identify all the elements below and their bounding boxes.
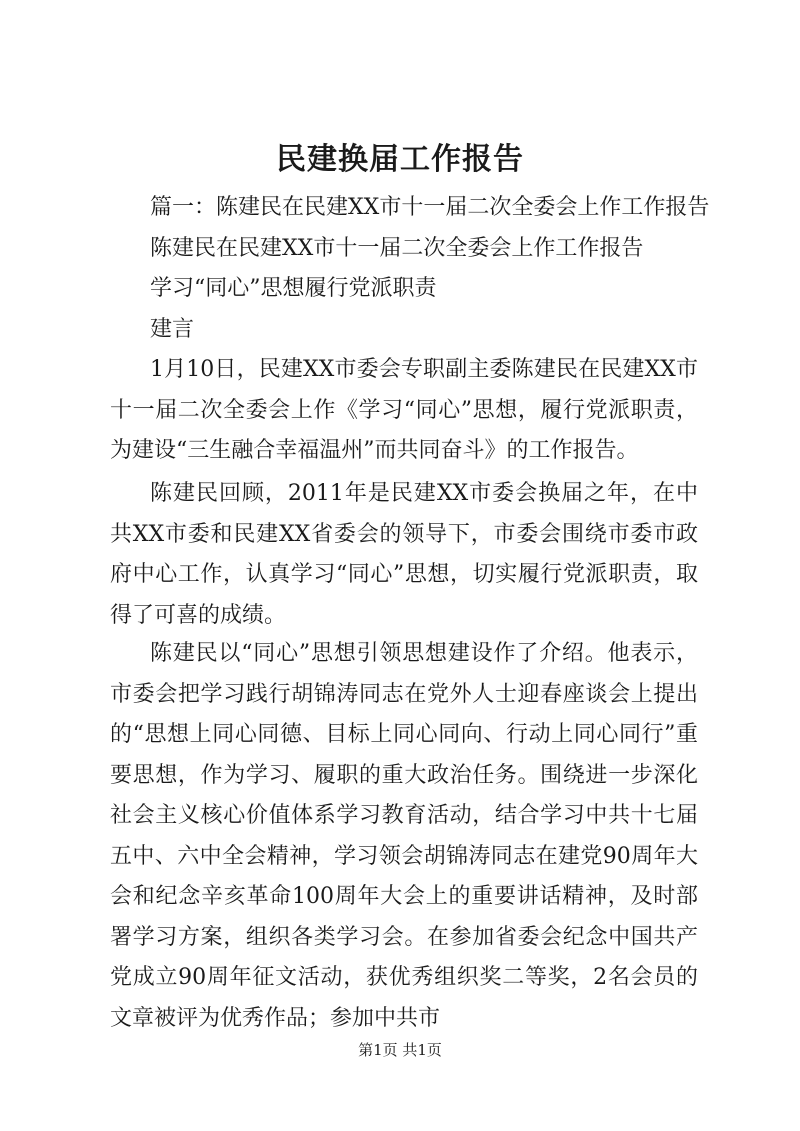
body-paragraph: 陈建民以“同心”思想引领思想建设作了介绍。他表示，市委会把学习践行胡锦涛同志在党外人士迎春座谈会上提出的“思想上同心同德、目标上同心同向、行动上同心同行”重要思想，作为学习、履职的重大政治任务。围绕进一步深化社会主义核心价值体系学习教育活动，结合学习中共十七届五中、六中全会精神，学习领会胡锦涛同志在建党90周年大会和纪念辛亥革命100周年大会上的重要讲话精神，及时部署学习方案，组织各类学习会。在参加省委会纪念中国共产党成立90周年征文活动，获优秀组织奖二等奖，2名会员的文章被评为优秀作品；参加中共市: [110, 641, 698, 1031]
page-number-footer: 第1页 共1页: [358, 1041, 442, 1059]
body-paragraph: 陈建民回顾，2011年是民建XX市委会换届之年，在中共XX市委和民建XX省委会的领导下，市委会围绕市委市政府中心工作，认真学习“同心”思想，切实履行党派职责，取得了可喜的成绩。: [110, 481, 698, 628]
subtitle-line-4: 建言: [150, 317, 195, 342]
document-title: 民建换届工作报告: [276, 142, 524, 177]
subtitle-line-1: 篇一：陈建民在民建XX市十一届二次全委会上作工作报告: [150, 195, 710, 220]
body-paragraph: 1月10日，民建XX市委会专职副主委陈建民在民建XX市十一届二次全委会上作《学习“同心”思想，履行党派职责，为建设“三生融合幸福温州”而共同奋斗》的工作报告。: [110, 357, 698, 463]
subtitle-line-3: 学习“同心”思想履行党派职责: [150, 276, 437, 301]
subtitle-line-2: 陈建民在民建XX市十一届二次全委会上作工作报告: [150, 236, 644, 261]
